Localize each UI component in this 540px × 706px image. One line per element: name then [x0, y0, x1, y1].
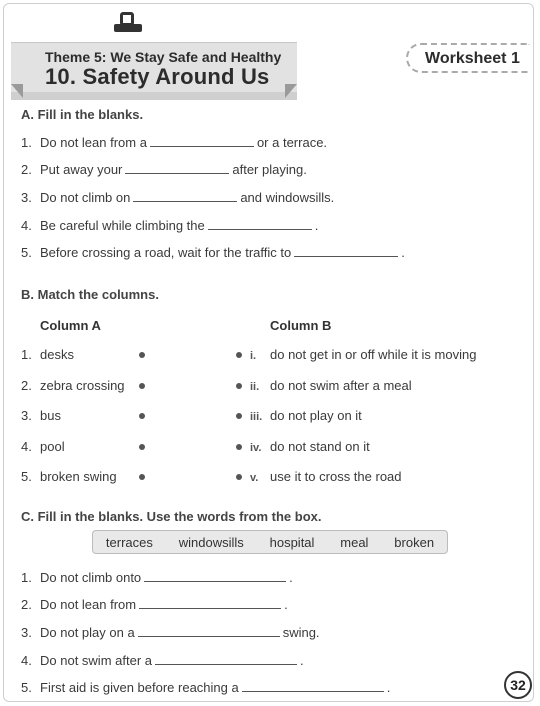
theme-title: Theme 5: We Stay Safe and Healthy: [45, 49, 282, 65]
section-a-item-5: 5. Before crossing a road, wait for the traffic to .: [21, 245, 405, 260]
column-b-heading: Column B: [270, 318, 332, 333]
answer-blank[interactable]: [144, 572, 286, 582]
match-dot-left-3[interactable]: [139, 413, 145, 419]
match-right-item-4: iv. do not stand on it: [250, 439, 370, 454]
section-c-item-4: 4. Do not swim after a .: [21, 653, 304, 668]
answer-blank[interactable]: [155, 655, 297, 665]
section-a-item-4: 4. Be careful while climbing the .: [21, 218, 319, 233]
match-dot-left-4[interactable]: [139, 444, 145, 450]
match-left-item-4: 4. pool: [21, 439, 65, 454]
match-left-item-1: 1. desks: [21, 347, 74, 362]
match-dot-right-5[interactable]: [236, 474, 242, 480]
answer-blank[interactable]: [242, 682, 384, 692]
word-box-item: hospital: [269, 534, 315, 550]
answer-blank[interactable]: [125, 164, 229, 174]
word-box-item: terraces: [105, 534, 153, 550]
match-dot-right-4[interactable]: [236, 444, 242, 450]
page-number: 32: [504, 671, 532, 699]
answer-blank[interactable]: [138, 627, 280, 637]
match-right-item-3: iii. do not play on it: [250, 408, 362, 423]
worksheet-badge: Worksheet 1: [406, 43, 530, 73]
section-a-heading: A. Fill in the blanks.: [21, 107, 144, 122]
answer-blank[interactable]: [208, 220, 312, 230]
word-box-item: windowsills: [178, 534, 244, 550]
section-a-item-1: 1. Do not lean from a or a terrace.: [21, 135, 328, 150]
match-dot-right-2[interactable]: [236, 383, 242, 389]
section-c-item-5: 5. First aid is given before reaching a .: [21, 680, 391, 695]
match-left-item-3: 3. bus: [21, 408, 61, 423]
match-right-item-2: ii. do not swim after a meal: [250, 378, 412, 393]
section-a-item-3: 3. Do not climb on and windowsills.: [21, 190, 335, 205]
match-dot-left-5[interactable]: [139, 474, 145, 480]
answer-blank[interactable]: [133, 192, 237, 202]
match-right-item-5: v. use it to cross the road: [250, 469, 402, 484]
match-dot-left-1[interactable]: [139, 352, 145, 358]
section-b-heading: B. Match the columns.: [21, 287, 159, 302]
word-box-item: meal: [340, 534, 369, 550]
match-left-item-5: 5. broken swing: [21, 469, 117, 484]
match-dot-right-3[interactable]: [236, 413, 242, 419]
section-c-item-2: 2. Do not lean from .: [21, 597, 288, 612]
word-box-item: broken: [394, 534, 435, 550]
answer-blank[interactable]: [150, 137, 254, 147]
section-c-item-1: 1. Do not climb onto .: [21, 570, 293, 585]
word-box: [92, 530, 448, 554]
match-dot-left-2[interactable]: [139, 383, 145, 389]
match-right-item-1: i. do not get in or off while it is moving: [250, 347, 477, 362]
clipboard-clip-icon: [114, 12, 142, 44]
match-dot-right-1[interactable]: [236, 352, 242, 358]
section-c-heading: C. Fill in the blanks. Use the words from the box.: [21, 509, 322, 524]
match-left-item-2: 2. zebra crossing: [21, 378, 125, 393]
column-a-heading: Column A: [40, 318, 101, 333]
section-a-item-2: 2. Put away your after playing.: [21, 162, 307, 177]
chapter-title: 10. Safety Around Us: [45, 64, 270, 89]
answer-blank[interactable]: [139, 599, 281, 609]
section-c-item-3: 3. Do not play on a swing.: [21, 625, 320, 640]
answer-blank[interactable]: [294, 247, 398, 257]
